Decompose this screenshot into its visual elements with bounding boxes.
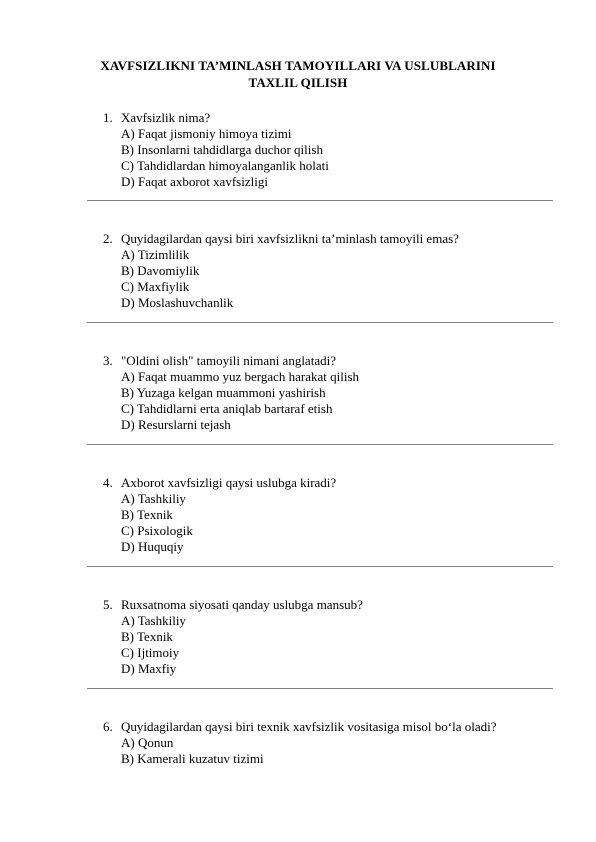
question-label: Quyidagilardan qaysi biri xavfsizlikni ta’minlash tamoyili emas? [121, 231, 459, 246]
question-text [103, 231, 459, 247]
option-b: B) Insonlarni tahdidlarga duchor qilish [121, 142, 323, 157]
divider [87, 322, 553, 323]
divider [87, 200, 553, 201]
question-number: 4. [103, 475, 113, 490]
option-a: A) Faqat jismoniy himoya tizimi [121, 126, 292, 141]
option-b: B) Davomiylik [121, 263, 200, 278]
question-number: 1. [103, 110, 113, 125]
title-line-1: XAVFSIZLIKNI TA’MINLASH TAMOYILLARI VA USLUBLARINI [100, 58, 496, 73]
option-d: D) Maxfiy [121, 661, 177, 676]
question-text [103, 719, 496, 735]
question-text [103, 353, 336, 369]
question-text [103, 110, 210, 126]
option-a: A) Tashkiliy [121, 613, 186, 628]
option-d: D) Resurslarni tejash [121, 417, 231, 432]
divider [87, 444, 553, 445]
option-d: D) Faqat axborot xavfsizligi [121, 174, 268, 189]
question-number: 2. [103, 231, 113, 246]
option-c: C) Psixologik [121, 523, 193, 538]
question-text [103, 597, 363, 613]
option-b: B) Texnik [121, 629, 173, 644]
question-label: Quyidagilardan qaysi biri texnik xavfsizlik vositasiga misol bo‘la oladi? [121, 719, 497, 734]
question-label: Axborot xavfsizligi qaysi uslubga kiradi? [121, 475, 337, 490]
option-b: B) Yuzaga kelgan muammoni yashirish [121, 385, 326, 400]
option-d: D) Moslashuvchanlik [121, 295, 234, 310]
option-c: C) Tahdidlarni erta aniqlab bartaraf etish [121, 401, 333, 416]
question-number: 5. [103, 597, 113, 612]
option-a: A) Qonun [121, 735, 174, 750]
option-a: A) Faqat muammo yuz bergach harakat qilish [121, 369, 360, 384]
question-number: 3. [103, 353, 113, 368]
option-c: C) Maxfiylik [121, 279, 190, 294]
page-title [60, 57, 536, 91]
option-b: B) Kamerali kuzatuv tizimi [121, 751, 264, 766]
divider [87, 566, 553, 567]
option-a: A) Tashkiliy [121, 491, 186, 506]
option-a: A) Tizimlilik [121, 247, 190, 262]
title-line-2: TAXLIL QILISH [248, 75, 348, 90]
divider [87, 688, 553, 689]
question-label: Xavfsizlik nima? [121, 110, 211, 125]
question-number: 6. [103, 719, 113, 734]
option-b: B) Texnik [121, 507, 173, 522]
question-label: Ruxsatnoma siyosati qanday uslubga mansub? [121, 597, 363, 612]
question-text [103, 475, 336, 491]
option-c: C) Tahdidlardan himoyalanganlik holati [121, 158, 329, 173]
option-c: C) Ijtimoiy [121, 645, 180, 660]
option-d: D) Huquqiy [121, 539, 184, 554]
question-label: "Oldini olish" tamoyili nimani anglatadi? [121, 353, 336, 368]
